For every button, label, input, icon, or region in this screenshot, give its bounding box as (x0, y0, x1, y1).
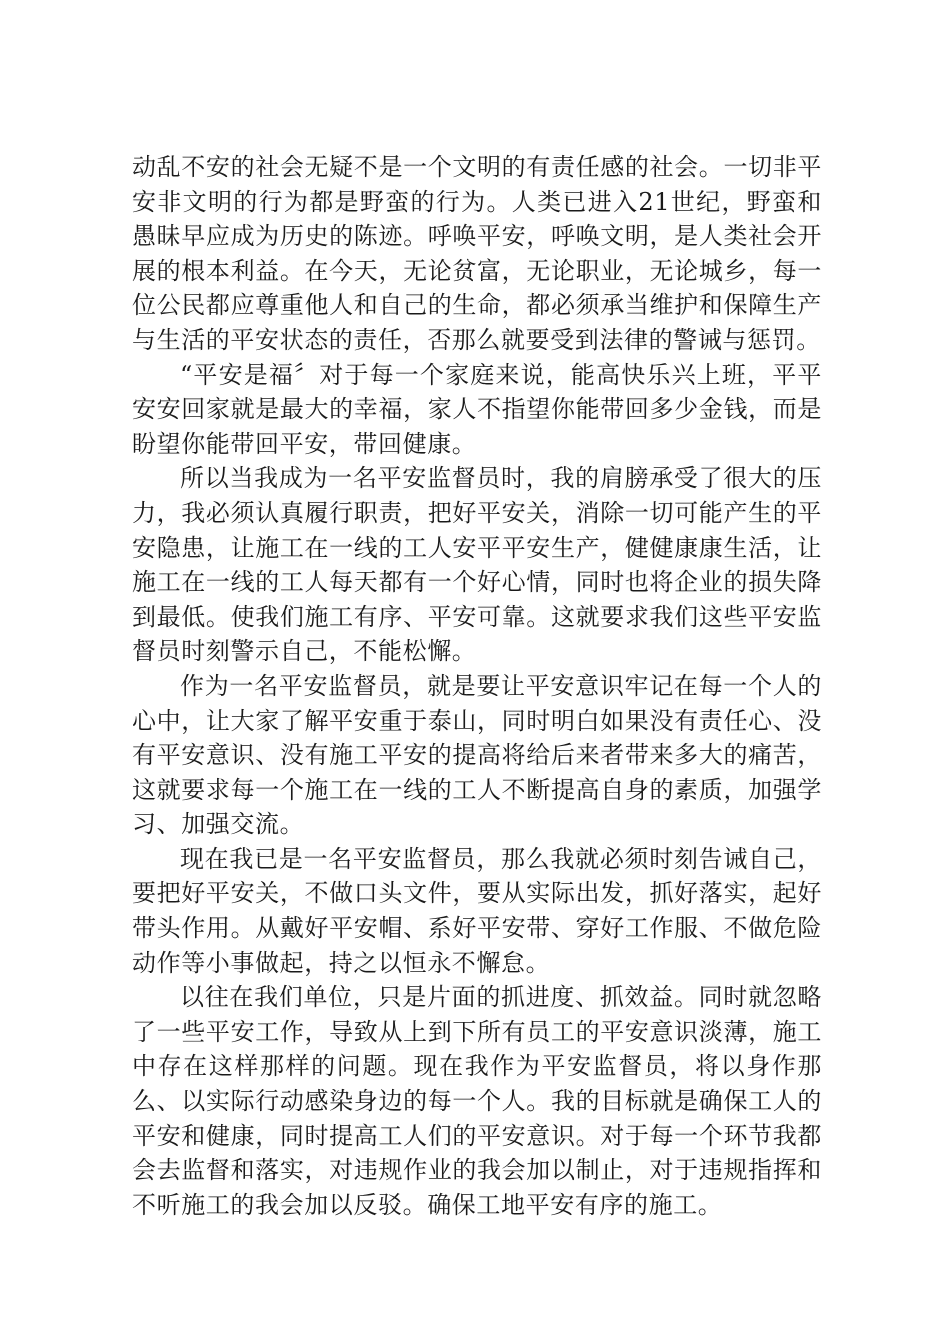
paragraph-5: 现在我已是一名平安监督员，那么我就必须时刻告诫自己，要把好平安关，不做口头文件，要从实际出发，抓好落实，起好带头作用。从戴好平安帽、系好平安带、穿好工作服、不做危险动作等小事做起，持之以恒永不懈怠。 (132, 844, 822, 977)
document-body (132, 150, 822, 1222)
paragraph-4: 作为一名平安监督员，就是要让平安意识牢记在每一个人的心中，让大家了解平安重于泰山，同时明白如果没有责任心、没有平安意识、没有施工平安的提高将给后来者带来多大的痛苦，这就要求每一个施工在一线的工人不断提高自身的素质，加强学习、加强交流。 (132, 671, 822, 839)
paragraph-1: 动乱不安的社会无疑不是一个文明的有责任感的社会。一切非平安非文明的行为都是野蛮的行为。人类已进入21世纪，野蛮和愚昧早应成为历史的陈迹。呼唤平安，呼唤文明，是人类社会开展的根本利益。在今天，无论贫富，无论职业，无论城乡，每一位公民都应尊重他人和自己的生命，都必须承当维护和保障生产与生活的平安状态的责任，否那么就要受到法律的警诫与惩罚。 (132, 153, 822, 354)
paragraph-2: “平安是福〞对于每一个家庭来说，能高快乐兴上班，平平安安回家就是最大的幸福，家人不指望你能带回多少金钱，而是盼望你能带回平安，带回健康。 (132, 360, 822, 458)
paragraph-6: 以往在我们单位，只是片面的抓进度、抓效益。同时就忽略了一些平安工作，导致从上到下所有员工的平安意识淡薄，施工中存在这样那样的问题。现在我作为平安监督员，将以身作那么、以实际行动感染身边的每一个人。我的目标就是确保工人的平安和健康，同时提高工人们的平安意识。对于每一个环节我都会去监督和落实，对违规作业的我会加以制止，对于违规指挥和不听施工的我会加以反驳。确保工地平安有序的施工。 (132, 983, 822, 1219)
paragraph-3: 所以当我成为一名平安监督员时，我的肩膀承受了很大的压力，我必须认真履行职责，把好平安关，消除一切可能产生的平安隐患，让施工在一线的工人安平平安生产，健健康康生活，让施工在一线的工人每天都有一个好心情，同时也将企业的损失降到最低。使我们施工有序、平安可靠。这就要求我们这些平安监督员时刻警示自己，不能松懈。 (132, 464, 822, 666)
